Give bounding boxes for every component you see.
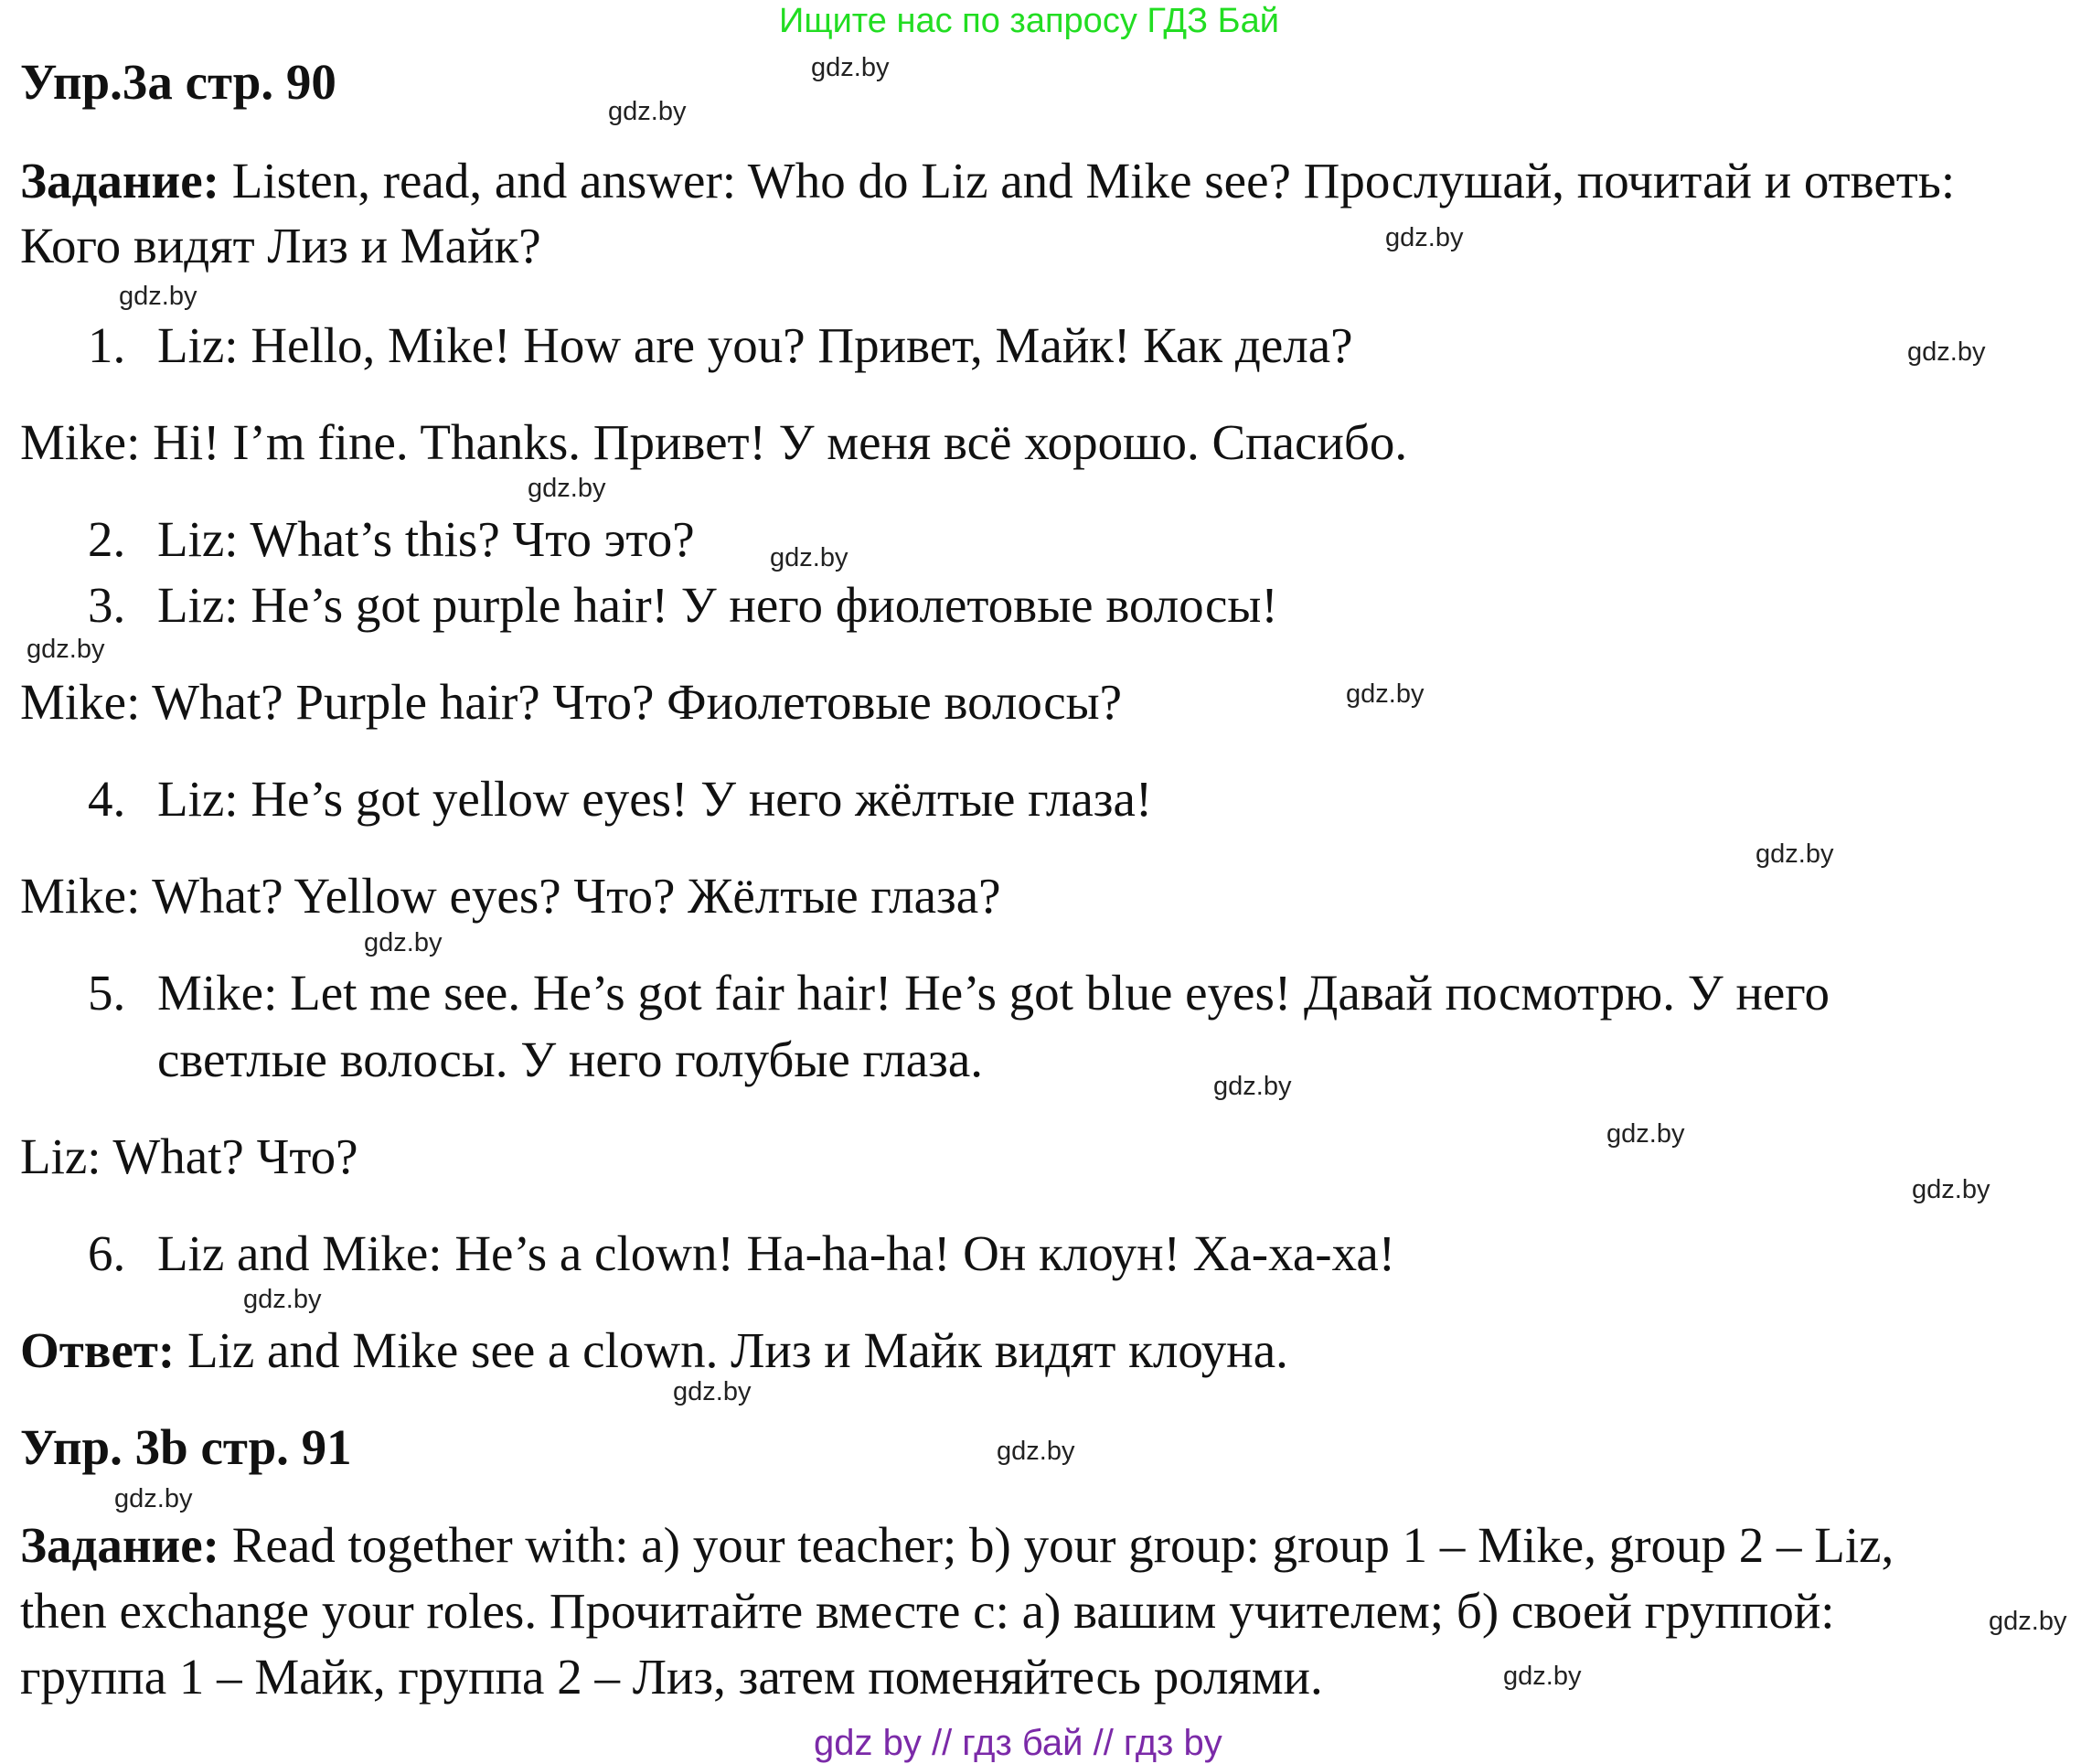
dialogue-line-5: Mike: What? Purple hair? Что? Фиолетовые волосы?	[20, 674, 1123, 730]
watermark: gdz.by	[364, 928, 443, 957]
line-number: 1.	[88, 317, 126, 373]
dialogue-line-2: Mike: Hi! I’m fine. Thanks. Привет! У меня всё хорошо. Спасибо.	[20, 414, 1408, 470]
task-text: Listen, read, and answer: Who do Liz and Mike see? Прослушай, почитай и ответь:	[219, 153, 1956, 208]
line-number: 6.	[88, 1225, 126, 1281]
answer-label: Ответ:	[20, 1322, 176, 1378]
dialogue-line-6	[88, 771, 1153, 827]
exercise-3b-task-line-3: группа 1 – Майк, группа 2 – Лиз, затем поменяйтесь ролями.	[20, 1649, 1323, 1705]
watermark: gdz.by	[673, 1377, 752, 1406]
line-text: Liz: Hello, Mike! How are you? Привет, Майк! Как дела?	[157, 317, 1353, 373]
watermark: gdz.by	[770, 543, 848, 572]
line-text: Liz: He’s got purple hair! У него фиолетовые волосы!	[157, 577, 1278, 633]
line-number: 5.	[88, 965, 126, 1021]
dialogue-line-10: Liz: What? Что?	[20, 1128, 358, 1184]
line-number: 2.	[88, 511, 126, 567]
line-text: Liz: He’s got yellow eyes! У него жёлтые глаза!	[157, 771, 1153, 827]
exercise-3a-task-line-2: Кого видят Лиз и Майк?	[20, 218, 541, 273]
task-label: Задание:	[20, 153, 219, 208]
watermark: gdz.by	[608, 97, 687, 126]
watermark: gdz.by	[243, 1285, 322, 1314]
line-text: Liz and Mike: He’s a clown! Ha-ha-ha! Он клоун! Ха-ха-ха!	[157, 1225, 1396, 1281]
watermark: gdz.by	[1907, 337, 1986, 367]
dialogue-line-3	[88, 511, 695, 567]
answer-line	[20, 1322, 1288, 1378]
exercise-3b-task-line-1	[20, 1517, 1894, 1573]
line-number: 3.	[88, 577, 126, 633]
dialogue-line-8	[88, 965, 1830, 1021]
watermark: gdz.by	[1213, 1072, 1292, 1101]
watermark: gdz.by	[1385, 223, 1464, 252]
watermark: gdz.by	[528, 474, 606, 503]
watermark: gdz.by	[1346, 679, 1425, 709]
dialogue-line-9: светлые волосы. У него голубые глаза.	[157, 1032, 984, 1087]
exercise-3b-task-line-2: then exchange your roles. Прочитайте вместе с: а) вашим учителем; б) своей группой:	[20, 1583, 1835, 1639]
dialogue-line-4	[88, 577, 1278, 633]
watermark: gdz.by	[27, 635, 105, 664]
watermark: gdz.by	[811, 53, 890, 82]
dialogue-line-1	[88, 317, 1353, 373]
watermark: gdz.by	[1989, 1607, 2067, 1636]
footer-links: gdz by // гдз бай // гдз by	[814, 1723, 1222, 1763]
exercise-3a-task-line-1	[20, 155, 1955, 206]
line-number: 4.	[88, 771, 126, 827]
watermark: gdz.by	[997, 1437, 1075, 1466]
exercise-3a-heading: Упр.3а стр. 90	[20, 54, 336, 110]
watermark: gdz.by	[1756, 839, 1834, 869]
exercise-3b-heading: Упр. 3b стр. 91	[20, 1419, 352, 1475]
dialogue-line-7: Mike: What? Yellow eyes? Что? Жёлтые глаза?	[20, 868, 1001, 924]
watermark: gdz.by	[114, 1484, 193, 1513]
watermark: gdz.by	[119, 282, 197, 311]
dialogue-line-11	[88, 1225, 1396, 1281]
watermark: gdz.by	[1912, 1175, 1990, 1204]
watermark: gdz.by	[1503, 1662, 1582, 1691]
promo-header: Ищите нас по запросу ГДЗ Бай	[779, 2, 1279, 40]
watermark: gdz.by	[1606, 1119, 1685, 1149]
task-label: Задание:	[20, 1517, 219, 1573]
task-text: Read together with: a) your teacher; b) your group: group 1 – Mike, group 2 – Liz,	[219, 1517, 1894, 1573]
line-text: Liz: What’s this? Что это?	[157, 511, 695, 567]
line-text: Mike: Let me see. He’s got fair hair! He’s got blue eyes! Давай посмотрю. У него	[157, 965, 1830, 1021]
answer-text: Liz and Mike see a clown. Лиз и Майк видят клоуна.	[175, 1322, 1288, 1378]
